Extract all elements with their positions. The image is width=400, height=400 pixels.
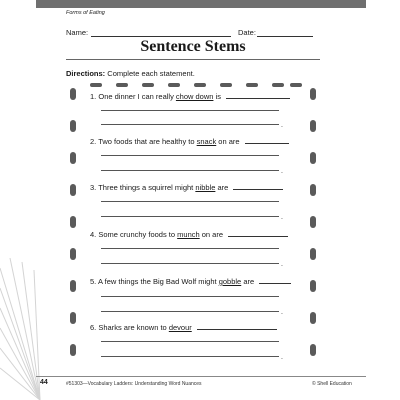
date-label: Date: [238, 28, 256, 37]
question-3 [90, 183, 283, 192]
question-text-end: are [241, 277, 255, 286]
answer-line[interactable] [101, 216, 279, 217]
key-word: snack [196, 137, 217, 146]
question-4 [90, 230, 288, 239]
answer-blank[interactable] [226, 92, 290, 99]
footer-divider [36, 376, 366, 377]
question-number: 4. [90, 230, 97, 239]
key-word: devour [168, 323, 192, 332]
period: . [281, 261, 283, 268]
period: . [281, 214, 283, 221]
question-number: 6. [90, 323, 97, 332]
page-title: Sentence Stems [140, 38, 246, 55]
answer-line[interactable] [101, 263, 279, 264]
period: . [281, 168, 283, 175]
candy-border-left [66, 84, 80, 374]
question-text-end: are [215, 183, 229, 192]
candy-border-top [88, 81, 304, 89]
book-title: #51303—Vocabulary Ladders: Understanding Word Nuances [66, 381, 202, 387]
page-number: 44 [40, 379, 48, 386]
name-field[interactable] [91, 36, 231, 37]
question-number: 5. [90, 277, 97, 286]
period: . [281, 122, 283, 129]
question-text: Some crunchy foods to [98, 230, 178, 239]
answer-line[interactable] [101, 124, 279, 125]
publisher: © Shell Education [312, 381, 352, 387]
question-text: One dinner I can really [98, 92, 176, 101]
directions [66, 69, 195, 78]
question-1 [90, 92, 290, 101]
question-text: Two foods that are healthy to [98, 137, 197, 146]
worksheet-page [36, 0, 374, 400]
name-label: Name: [66, 28, 89, 37]
period: . [281, 309, 283, 316]
question-text-end: on are [216, 137, 240, 146]
question-6 [90, 323, 277, 332]
answer-line[interactable] [101, 201, 279, 202]
answer-line[interactable] [101, 356, 279, 357]
question-5 [90, 277, 291, 286]
period: . [281, 354, 283, 361]
answer-blank[interactable] [233, 183, 283, 190]
directions-label: Directions: [66, 69, 106, 78]
question-text: Three things a squirrel might [98, 183, 196, 192]
question-text-end: is [213, 92, 221, 101]
question-number: 3. [90, 183, 97, 192]
question-2 [90, 137, 289, 146]
key-word: chow down [175, 92, 214, 101]
answer-blank[interactable] [259, 277, 291, 284]
answer-line[interactable] [101, 341, 279, 342]
answer-blank[interactable] [197, 323, 277, 330]
title-divider [66, 59, 320, 60]
answer-line[interactable] [101, 296, 279, 297]
candy-border-right [306, 84, 320, 374]
answer-line[interactable] [101, 311, 279, 312]
answer-line[interactable] [101, 170, 279, 171]
answer-line[interactable] [101, 110, 279, 111]
key-word: munch [177, 230, 200, 239]
top-bar [36, 0, 366, 8]
question-text-end: on are [199, 230, 224, 239]
date-field[interactable] [257, 36, 313, 37]
key-word: nibble [195, 183, 216, 192]
answer-blank[interactable] [228, 230, 288, 237]
question-number: 2. [90, 137, 97, 146]
question-text: A few things the Big Bad Wolf might [97, 277, 219, 286]
directions-text: Complete each statement. [107, 69, 195, 78]
section-label: Forms of Eating [66, 10, 105, 16]
answer-line[interactable] [101, 155, 279, 156]
key-word: gobble [218, 277, 242, 286]
question-number: 1. [90, 92, 97, 101]
answer-line[interactable] [101, 248, 279, 249]
question-text: Sharks are known to [98, 323, 169, 332]
answer-blank[interactable] [245, 137, 289, 144]
